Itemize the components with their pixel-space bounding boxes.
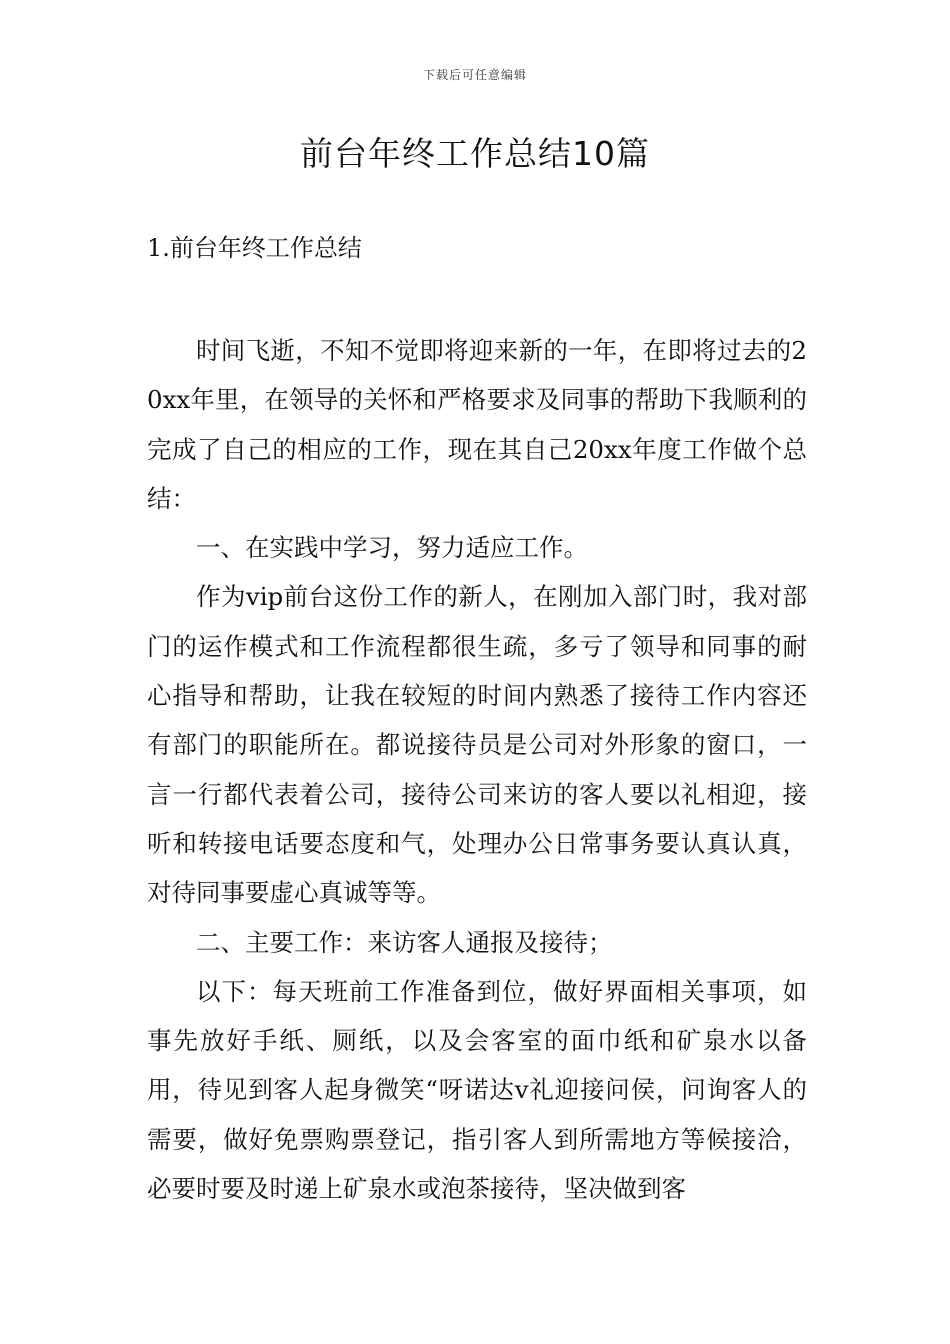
paragraph-heading-one: 一、在实践中学习，努力适应工作。 — [196, 533, 588, 563]
header-note: 下载后可任意编辑 — [422, 68, 527, 82]
paragraph-daily-work: 以下：每天班前工作准备到位，做好界面相关事项，如事先放好手纸、厕纸，以及会客室的面巾纸和矿泉水以备用，待见到客人起身微笑“呀诺达v礼迎接问侯，问询客人的需要，做好免票购票登记，指引客人到所需地方等候接洽，必要时要及时递上矿泉水或泡茶接待，坚决做到客 — [147, 976, 807, 1204]
document-title: 前台年终工作总结10篇 — [300, 134, 650, 173]
paragraph-heading-two: 二、主要工作：来访客人通报及接待； — [196, 927, 613, 957]
section-heading: 1.前台年终工作总结 — [147, 234, 362, 262]
paragraph-new-role: 作为vip前台这份工作的新人，在刚加入部门时，我对部门的运作模式和工作流程都很生疏，多亏了领导和同事的耐心指导和帮助，让我在较短的时间内熟悉了接待工作内容还有部门的职能所在。都说接待员是公司对外形象的窗口，一言一行都代表着公司，接待公司来访的客人要以礼相迎，接听和转接电话要态度和气，处理办公日常事务要认真认真，对待同事要虚心真诚等等。 — [147, 582, 807, 908]
document-body — [147, 326, 807, 1213]
paragraph-intro: 时间飞逝，不知不觉即将迎来新的一年，在即将过去的20xx年里，在领导的关怀和严格要求及同事的帮助下我顺利的完成了自己的相应的工作，现在其自己20xx年度工作做个总结： — [147, 336, 807, 513]
